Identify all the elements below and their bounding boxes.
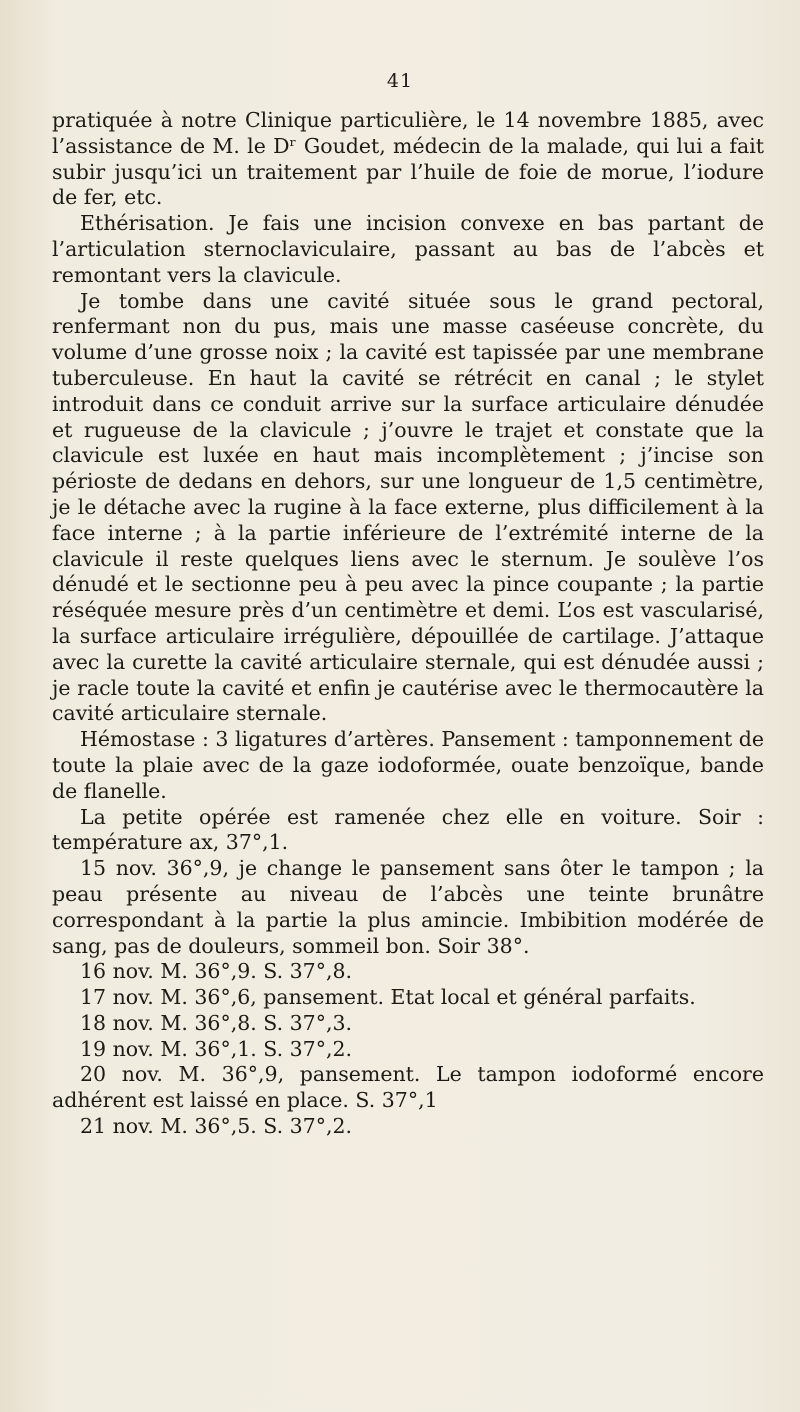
entry-text: M. 36°,1. S. 37°,2. [160, 1036, 353, 1061]
entry-date: 15 nov. [80, 856, 157, 881]
paragraph: Ethérisation. Je fais une incision convexe en bas partant de l’articulation sternoclaviculaire, passant au bas de l’abcès et remontant vers la clavicule. [52, 211, 764, 287]
entry-date: 16 nov. [80, 959, 154, 984]
daily-entry [52, 1114, 764, 1140]
entry-date: 20 nov. [80, 1062, 163, 1087]
entry-date: 21 nov. [80, 1114, 154, 1139]
paragraph: pratiquée à notre Clinique particulière, le 14 novembre 1885, avec l’assistance de M. le Dʳ Goudet, médecin de la malade, qui lui a fait subir jusqu’ici un traitement par l’huile de foie de morue, l’iodure de fer, etc. [52, 108, 764, 210]
entry-date: 17 nov. [80, 985, 154, 1010]
entry-text: 36°,9, je change le pansement sans ôter le tampon ; la peau présente au niveau de l’abcès une teinte brunâtre correspondant à la partie la plus amincie. Imbibition modérée de sang, pas de douleurs, sommeil bon. Soir 38°. [52, 856, 764, 958]
entry-text: M. 36°,9, pansement. Le tampon iodoformé encore adhérent est laissé en place. S. 37°,1 [52, 1062, 764, 1113]
page-body [52, 108, 764, 1140]
daily-entry [52, 1011, 764, 1037]
daily-entry [52, 1062, 764, 1114]
paragraph: Je tombe dans une cavité située sous le grand pectoral, renfermant non du pus, mais une masse caséeuse concrète, du volume d’une grosse noix ; la cavité est tapissée par une membrane tuberculeuse. En haut la cavité se rétrécit en canal ; le stylet introduit dans ce conduit arrive sur la surface articulaire dénudée et rugueuse de la clavicule ; j’ouvre le trajet et constate que la clavicule est luxée en haut mais incomplètement ; j’incise son périoste de dedans en dehors, sur une longueur de 1,5 centimètre, je le détache avec la rugine à la face externe, plus difficilement à la face interne ; à la partie inférieure de l’extrémité interne de la clavicule il reste quelques liens avec le sternum. Je soulève l’os dénudé et le sectionne peu à peu avec la pince coupante ; la partie réséquée mesure près d’un centimètre et demi. L’os est vascularisé, la surface articulaire irrégulière, dépouillée de cartilage. J’attaque avec la curette la cavité articulaire sternale, qui est dénudée aussi ; je racle toute la cavité et enfin je cautérise avec le thermocautère la cavité articulaire sternale. [52, 288, 764, 726]
entry-text: M. 36°,6, pansement. Etat local et général parfaits. [160, 985, 696, 1010]
paragraph: La petite opérée est ramenée chez elle en voiture. Soir : température ax, 37°,1. [52, 804, 764, 855]
daily-entry [52, 959, 764, 985]
daily-entry [52, 1037, 764, 1063]
page-number: 41 [386, 70, 414, 92]
paragraph: Hémostase : 3 ligatures d’artères. Pansement : tamponnement de toute la plaie avec de la gaze iodoformée, ouate benzoïque, bande de flanelle. [52, 727, 764, 803]
daily-entry [52, 985, 764, 1011]
daily-entry [52, 856, 764, 959]
entry-text: M. 36°,8. S. 37°,3. [160, 1010, 353, 1035]
entry-date: 19 nov. [80, 1036, 154, 1061]
entry-text: M. 36°,5. S. 37°,2. [160, 1114, 353, 1139]
entry-text: M. 36°,9. S. 37°,8. [160, 959, 353, 984]
entry-date: 18 nov. [80, 1010, 154, 1035]
